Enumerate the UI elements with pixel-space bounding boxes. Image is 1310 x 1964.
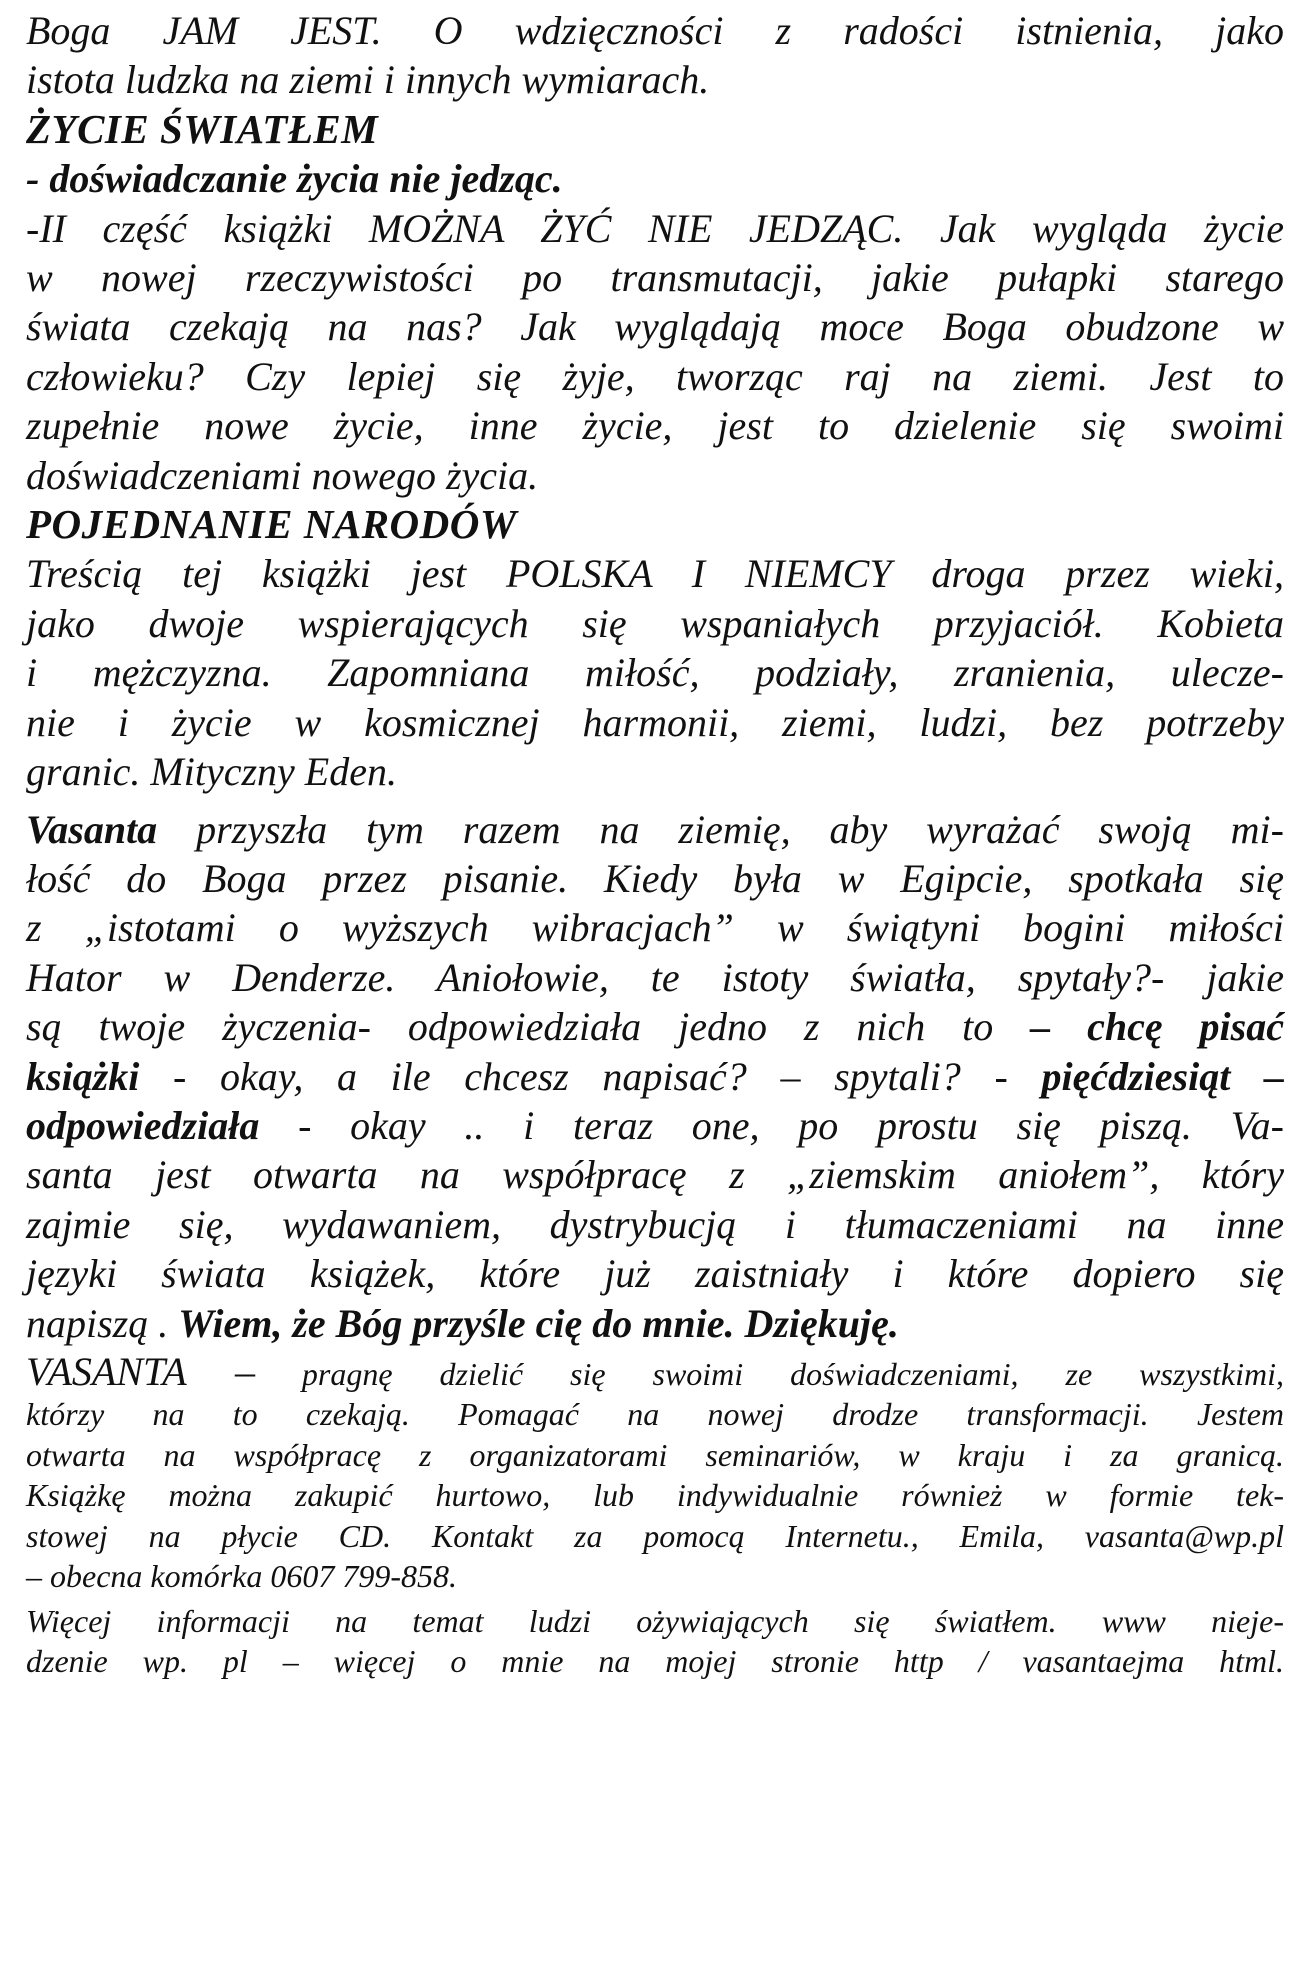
text-line: Treścią tej książki jest POLSKA I NIEMCY droga przez wieki,	[26, 551, 1284, 597]
text-line: łość do Boga przez pisanie. Kiedy była w Egipcie, spotkała się	[26, 855, 1284, 901]
text-line: są twoje życzenia- odpowiedziała jedno z nich to – chcę pisać	[26, 1004, 1284, 1050]
zycie-swiatlem-paragraph	[26, 204, 1284, 500]
text-line: w nowej rzeczywistości po transmutacji, jakie pułapki starego	[26, 255, 1284, 301]
text-line: odpowiedziała - okay .. i teraz one, po prostu się piszą. Va-	[26, 1102, 1284, 1148]
text-line: nie i życie w kosmicznej harmonii, ziemi, ludzi, bez potrzeby	[26, 699, 1284, 745]
vasanta-paragraph	[26, 805, 1284, 1348]
text-line: istota ludzka na ziemi i innych wymiarach.	[26, 57, 710, 103]
text-line: języki świata książek, które już zaistniały i które dopiero się	[26, 1251, 1284, 1297]
text-line: -II część książki MOŻNA ŻYĆ NIE JEDZĄC. Jak wygląda życie	[26, 205, 1284, 251]
text-line: Hator w Denderze. Aniołowie, te istoty światła, spytały?- jakie	[26, 954, 1284, 1000]
text-line: i mężczyzna. Zapomniana miłość, podziały, zranienia, uleczе-	[26, 650, 1284, 696]
document-page	[26, 6, 1284, 1682]
text-line: Vasanta przyszła tym razem na ziemię, aby wyrażać swoją mi-	[26, 806, 1284, 852]
text-line: stowej na płycie CD. Kontakt za pomocą Internetu., Emila, vasanta@wp.pl	[26, 1517, 1284, 1554]
text-line: zupełnie nowe życie, inne życie, jest to dzielenie się swoimi	[26, 403, 1284, 449]
text-line: granic. Mityczny Eden.	[26, 749, 397, 795]
text-line: jako dwoje wspierających się wspaniałych przyjaciół. Kobieta	[26, 600, 1284, 646]
section-subheading: - doświadczanie życia nie jedząc.	[26, 156, 563, 202]
contact-paragraph	[26, 1348, 1285, 1597]
more-info-paragraph	[26, 1601, 1284, 1682]
text-line: zajmie się, wydawaniem, dystrybucją i tłumaczeniami na inne	[26, 1201, 1284, 1247]
text-line: napiszą . Wiem, że Bóg przyśle cię do mnie. Dziękuję.	[26, 1300, 899, 1346]
text-line: VASANTA – pragnę dzielić się swoimi doświadczeniami, ze wszystkimi,	[26, 1348, 1285, 1394]
text-line: santa jest otwarta na współpracę z „ziemskim aniołem”, który	[26, 1152, 1284, 1198]
author-name: Vasanta	[26, 806, 158, 852]
text-line: którzy na to czekają. Pomagać na nowej drodze transformacji. Jestem	[26, 1396, 1284, 1433]
section-heading-pojednanie-narodow: POJEDNANIE NARODÓW	[26, 501, 517, 548]
pojednanie-paragraph	[26, 549, 1284, 796]
intro-paragraph	[26, 6, 1284, 105]
text-line: książki - okay, a ile chcesz napisać? – spytali? - pięćdziesiąt –	[26, 1053, 1284, 1099]
text-line: Więcej informacji na temat ludzi ożywiających się światłem. www nieje-	[26, 1602, 1284, 1639]
text-line: z „istotami o wyższych wibracjach” w świątyni bogini miłości	[26, 905, 1284, 951]
text-line: Książkę można zakupić hurtowo, lub indywidualnie również w formie tek-	[26, 1477, 1284, 1514]
text-line: dzenie wp. pl – więcej o mnie na mojej stronie http / vasantaejma html.	[26, 1643, 1284, 1680]
text-line: doświadczeniami nowego życia.	[26, 452, 539, 498]
text-line: Boga JAM JEST. O wdzięczności z radości istnienia, jako	[26, 8, 1284, 53]
text-line: świata czekają na nas? Jak wyglądają moce Boga obudzone w	[26, 304, 1284, 350]
text-line: – obecna komórka 0607 799-858.	[26, 1558, 458, 1595]
section-heading-zycie-swiatlem: ŻYCIE ŚWIATŁEM	[26, 105, 379, 152]
text-line: otwarta na współpracę z organizatorami seminariów, w kraju i za granicą.	[26, 1436, 1284, 1473]
text-line: człowieku? Czy lepiej się żyje, tworząc raj na ziemi. Jest to	[26, 353, 1284, 399]
